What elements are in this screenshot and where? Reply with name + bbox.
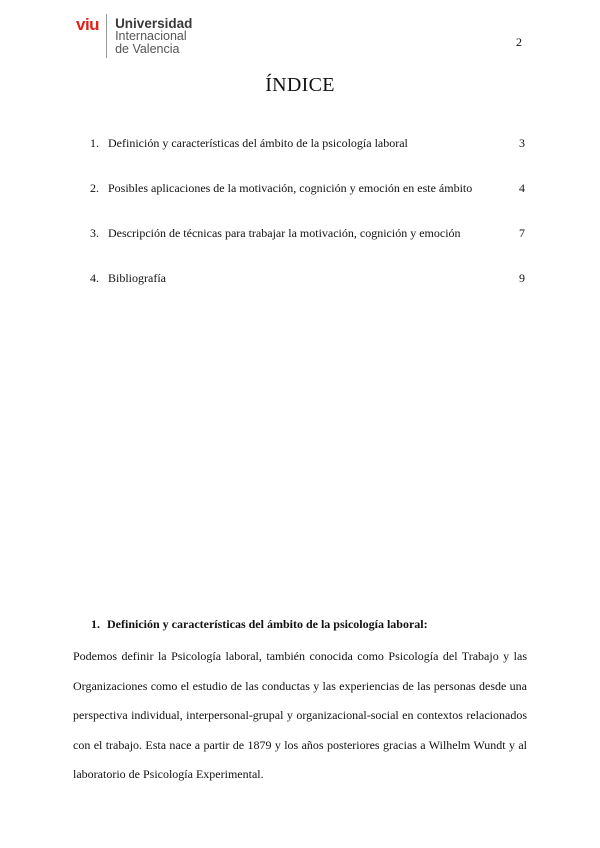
toc-entry-page: 7 [519, 226, 525, 240]
toc-entry-label: Definición y características del ámbito de la psicología laboral [108, 136, 408, 150]
section-heading-number: 1. [91, 617, 100, 631]
toc-entry[interactable] [90, 269, 528, 287]
toc-entry-number: 2. [90, 181, 99, 195]
logo-divider [106, 14, 107, 58]
logo-line-2: Internacional [115, 29, 187, 43]
toc-entry[interactable] [90, 224, 528, 242]
toc-entry-number: 1. [90, 136, 99, 150]
toc-entry-page: 3 [519, 136, 525, 150]
toc-entry[interactable] [90, 179, 528, 197]
logo-line-1: Universidad [115, 16, 193, 31]
section-heading [91, 617, 428, 632]
toc-entry-label: Bibliografía [108, 271, 166, 285]
toc-entry-label: Posibles aplicaciones de la motivación, cognición y emoción en este ámbito [108, 181, 473, 195]
university-logo [76, 14, 192, 60]
toc-entry-page: 9 [519, 271, 525, 285]
logo-line-3: de Valencia [115, 42, 180, 56]
section-heading-text: Definición y características del ámbito de la psicología laboral: [107, 617, 428, 631]
logo-text [115, 14, 192, 56]
page-number: 2 [516, 35, 522, 49]
toc-title: ÍNDICE [265, 74, 335, 96]
toc-entry-label: Descripción de técnicas para trabajar la motivación, cognición y emoción [108, 226, 461, 240]
toc-entry[interactable] [90, 134, 528, 152]
toc-entry-number: 4. [90, 271, 99, 285]
toc-entry-number: 3. [90, 226, 99, 240]
viu-logo-mark: viu [76, 15, 100, 34]
toc-entry-page: 4 [519, 181, 525, 195]
body-paragraph: Podemos definir la Psicología laboral, también conocida como Psicología del Trabajo y las Organizaciones como el estudio de las conductas y las experiencias de las personas desde una perspectiva individual, interpersonal-grupal y organizacional-social en contextos relacionados con el trabajo. Esta nace a partir de 1879 y los años posteriores gracias a Wilhelm Wundt y al laboratorio de Psicología Experimental. [73, 649, 527, 781]
